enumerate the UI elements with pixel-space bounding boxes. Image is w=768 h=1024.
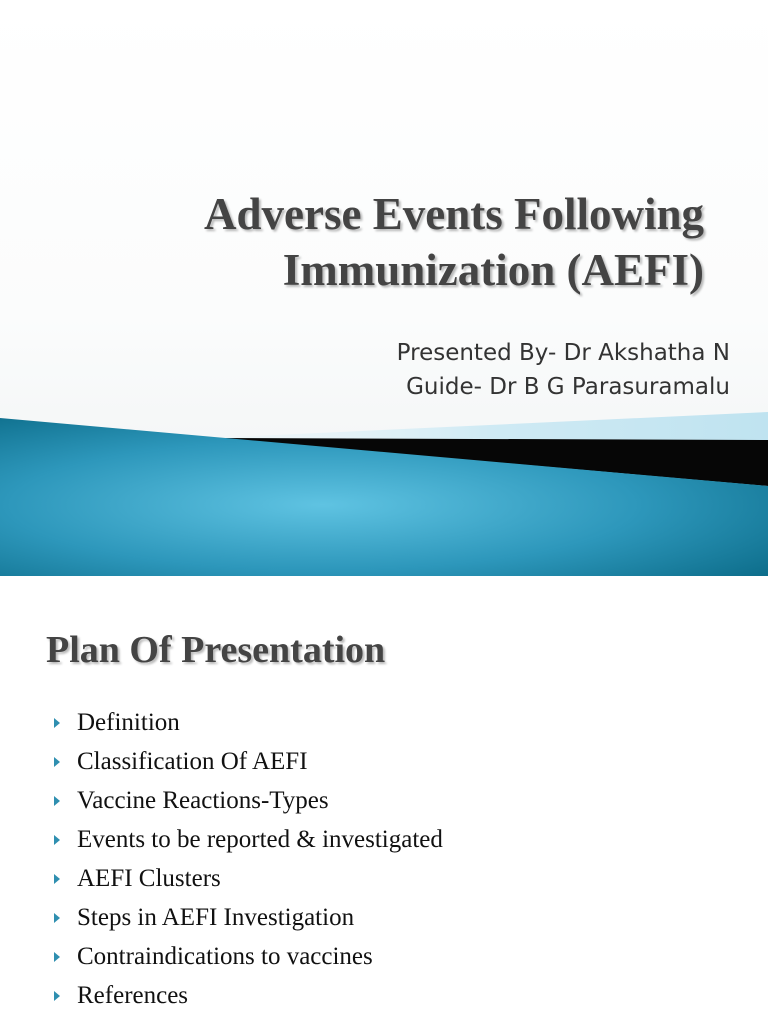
list-item: Classification Of AEFI	[54, 743, 443, 782]
triangle-right-icon	[54, 874, 60, 884]
presenter-text: Presented By- Dr Akshatha N	[396, 340, 730, 366]
list-item: Steps in AEFI Investigation	[54, 898, 443, 937]
list-item: AEFI Clusters	[54, 860, 443, 899]
list-item: References	[54, 976, 443, 1015]
triangle-right-icon	[54, 952, 60, 962]
triangle-right-icon	[54, 991, 60, 1001]
triangle-right-icon	[54, 718, 60, 728]
agenda-list	[54, 704, 443, 1015]
list-item: Vaccine Reactions-Types	[54, 782, 443, 821]
list-item: Contraindications to vaccines	[54, 937, 443, 976]
agenda-slide	[0, 576, 768, 1024]
triangle-right-icon	[54, 757, 60, 767]
title-line-1: Adverse Events Following	[204, 189, 704, 239]
list-item: Definition	[54, 704, 443, 743]
title-line-2: Immunization (AEFI)	[282, 245, 704, 295]
guide-text: Guide- Dr B G Parasuramalu	[406, 374, 730, 400]
triangle-right-icon	[54, 796, 60, 806]
list-item: Events to be reported & investigated	[54, 821, 443, 860]
triangle-right-icon	[54, 913, 60, 923]
agenda-title: Plan Of Presentation	[46, 629, 386, 671]
wave-pale-band	[210, 412, 768, 440]
triangle-right-icon	[54, 835, 60, 845]
